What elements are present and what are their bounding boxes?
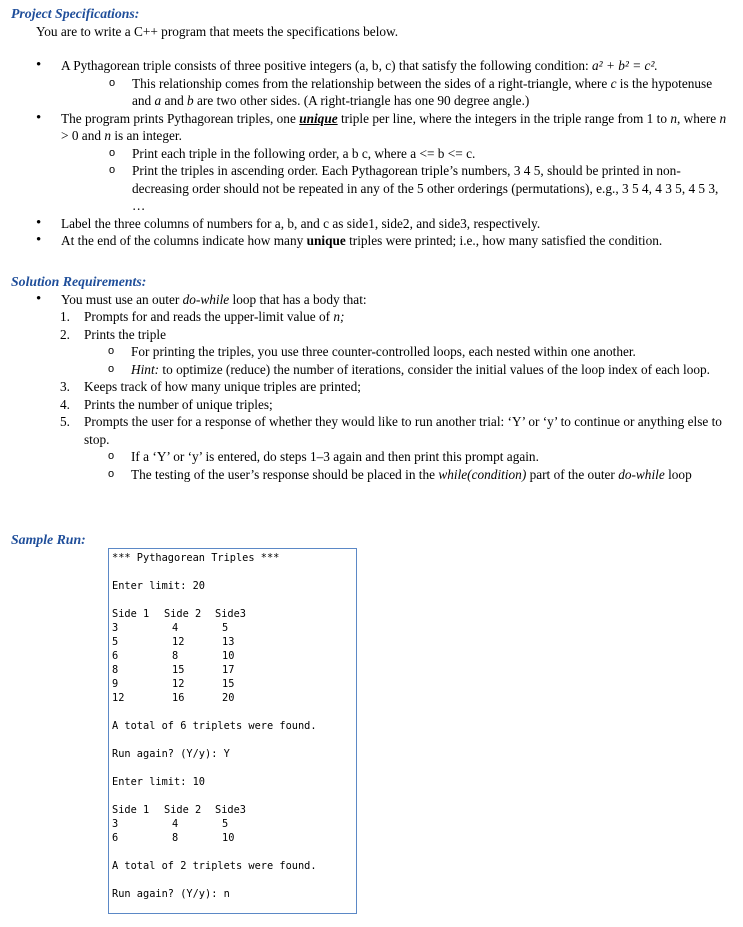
triple-cell-side1: 8 <box>112 664 119 676</box>
triple-cell-side1: 12 <box>112 692 125 704</box>
triple-cell-side2: 8 <box>172 832 179 844</box>
triple-cell-side1: 3 <box>112 622 119 634</box>
triple-row <box>112 691 356 705</box>
console-run-again-2: Run again? (Y/y): n <box>112 888 230 900</box>
console-run-again-1: Run again? (Y/y): Y <box>112 748 230 760</box>
triple-cell-side2: 12 <box>172 678 185 690</box>
col-header-side2: Side 2 <box>164 608 202 620</box>
step-3: 3. Keeps track of how many unique triples are printed; <box>60 379 361 394</box>
console-title: *** Pythagorean Triples *** <box>112 552 280 564</box>
spec-sub-list-1 <box>61 75 733 110</box>
console-total-2: A total of 2 triplets were found. <box>112 860 317 872</box>
spec-sub-right-triangle: o This relationship comes from the relationship between the sides of a right-triangle, where c is the hypotenuse and a and b are two other sides. (A right-triangle has one 90 degree angle.) <box>109 75 733 110</box>
step-5-sub-list <box>84 448 731 483</box>
triple-row <box>112 649 356 663</box>
triple-cell-side2: 4 <box>172 818 179 830</box>
sample-run-heading: Sample Run: <box>11 532 86 547</box>
triple-cell-side2: 4 <box>172 622 179 634</box>
spec-list <box>36 57 733 250</box>
col-header-side2: Side 2 <box>164 804 202 816</box>
step-2: 2. Prints the triple o For printing the triples, you use three counter-controlled loops, each nested within one another. o Hint: to optimize (reduce) the number of iterations, consider the initial values of the loop index of each loop. <box>60 326 731 379</box>
triple-row <box>112 831 356 845</box>
triple-cell-side3: 5 <box>222 622 229 634</box>
console-total-1: A total of 6 triplets were found. <box>112 720 317 732</box>
step-5-test: o The testing of the user’s response should be placed in the while(condition) part of the outer do-while loop <box>108 466 731 484</box>
col-header-side1: Side 1 <box>112 608 150 620</box>
col-header-side3: Side3 <box>215 804 246 816</box>
solution-steps <box>36 308 731 483</box>
spec-sub-order: o Print each triple in the following order, a b c, where a <= b <= c. <box>109 145 733 163</box>
console-prompt-limit-2: Enter limit: 10 <box>112 776 205 788</box>
console-output <box>108 548 357 914</box>
step-1: 1. Prompts for and reads the upper-limit value of n; <box>60 309 345 324</box>
step-2-hint: o Hint: to optimize (reduce) the number of iterations, consider the initial values of the loop index of each loop. <box>108 361 731 379</box>
triple-cell-side1: 6 <box>112 650 119 662</box>
triple-cell-side2: 15 <box>172 664 185 676</box>
spec-bullet-prints: • The program prints Pythagorean triples, one unique triple per line, where the integers in the triple range from 1 to n, where n > 0 and n is an integer. o Print each triple in the following order, a b c, where a <= b <= c. o Print the triples in ascending order. Each Pythagorean triple’s numbers, 3 4 5, should be printed in non-decreasing order should not be repeated in any of the 5 other orderings (permutations), e.g., 3 5 4, 4 3 5, 4 5 3, … <box>36 110 733 215</box>
col-header-side3: Side3 <box>215 608 246 620</box>
triple-cell-side3: 17 <box>222 664 235 676</box>
triple-row <box>112 677 356 691</box>
triple-row <box>112 817 356 831</box>
triple-row <box>112 635 356 649</box>
step-4: 4. Prints the number of unique triples; <box>60 396 273 412</box>
triple-cell-side3: 15 <box>222 678 235 690</box>
triple-cell-side2: 12 <box>172 636 185 648</box>
triple-cell-side1: 9 <box>112 678 119 690</box>
spec-bullet-label: • Label the three columns of numbers for a, b, and c as side1, side2, and side3, respectively. <box>36 215 733 233</box>
spec-bullet-triple: • A Pythagorean triple consists of three positive integers (a, b, c) that satisfy the following condition: a² + b² = c². o This relationship comes from the relationship between the sides of a right-triangle, where c is the hypotenuse and a and b are two other sides. (A right-triangle has one 90 degree angle.) <box>36 57 733 110</box>
triple-cell-side3: 10 <box>222 832 235 844</box>
console-run1-rows <box>112 621 356 705</box>
triple-cell-side3: 10 <box>222 650 235 662</box>
project-spec-heading: Project Specifications: <box>11 6 140 21</box>
spec-sub-ascending: o Print the triples in ascending order. Each Pythagorean triple’s numbers, 3 4 5, should be printed in non-decreasing order should not be repeated in any of the 5 other orderings (permutations), e.g., 3 5 4, 4 3 5, 4 5 3, … <box>109 162 733 215</box>
triple-cell-side1: 5 <box>112 636 119 648</box>
step-2-sub-list <box>84 343 731 378</box>
triple-row <box>112 621 356 635</box>
col-header-side1: Side 1 <box>112 804 150 816</box>
triple-cell-side3: 5 <box>222 818 229 830</box>
triple-row <box>112 663 356 677</box>
solution-heading: Solution Requirements: <box>11 274 147 289</box>
triple-cell-side3: 13 <box>222 636 235 648</box>
console-header-row-2 <box>112 803 356 817</box>
solution-list <box>36 291 733 309</box>
triple-cell-side1: 6 <box>112 832 119 844</box>
step-5-repeat: o If a ‘Y’ or ‘y’ is entered, do steps 1–3 again and then print this prompt again. <box>108 448 731 466</box>
solution-bullet-dowhile: • You must use an outer do-while loop that has a body that: <box>36 291 733 309</box>
spec-bullet-count: • At the end of the columns indicate how many unique triples were printed; i.e., how many satisfied the condition. <box>36 232 733 250</box>
triple-cell-side1: 3 <box>112 818 119 830</box>
spec-sub-list-2 <box>61 145 733 215</box>
triple-cell-side3: 20 <box>222 692 235 704</box>
step-2-loops: o For printing the triples, you use three counter-controlled loops, each nested within one another. <box>108 343 731 361</box>
triple-cell-side2: 8 <box>172 650 179 662</box>
step-5: 5. Prompts the user for a response of whether they would like to run another trial: ‘Y’ or ‘y’ to continue or anything else to stop. o If a ‘Y’ or ‘y’ is entered, do steps 1–3 again and then print this prompt again. o The testing of the user’s response should be placed in the while(condition) part of the outer do-while loop <box>60 413 731 483</box>
console-header-row-1 <box>112 607 356 621</box>
console-prompt-limit-1: Enter limit: 20 <box>112 580 205 592</box>
triple-cell-side2: 16 <box>172 692 185 704</box>
spec-intro: You are to write a C++ program that meets the specifications below. <box>36 24 399 39</box>
console-run2-rows <box>112 817 356 845</box>
